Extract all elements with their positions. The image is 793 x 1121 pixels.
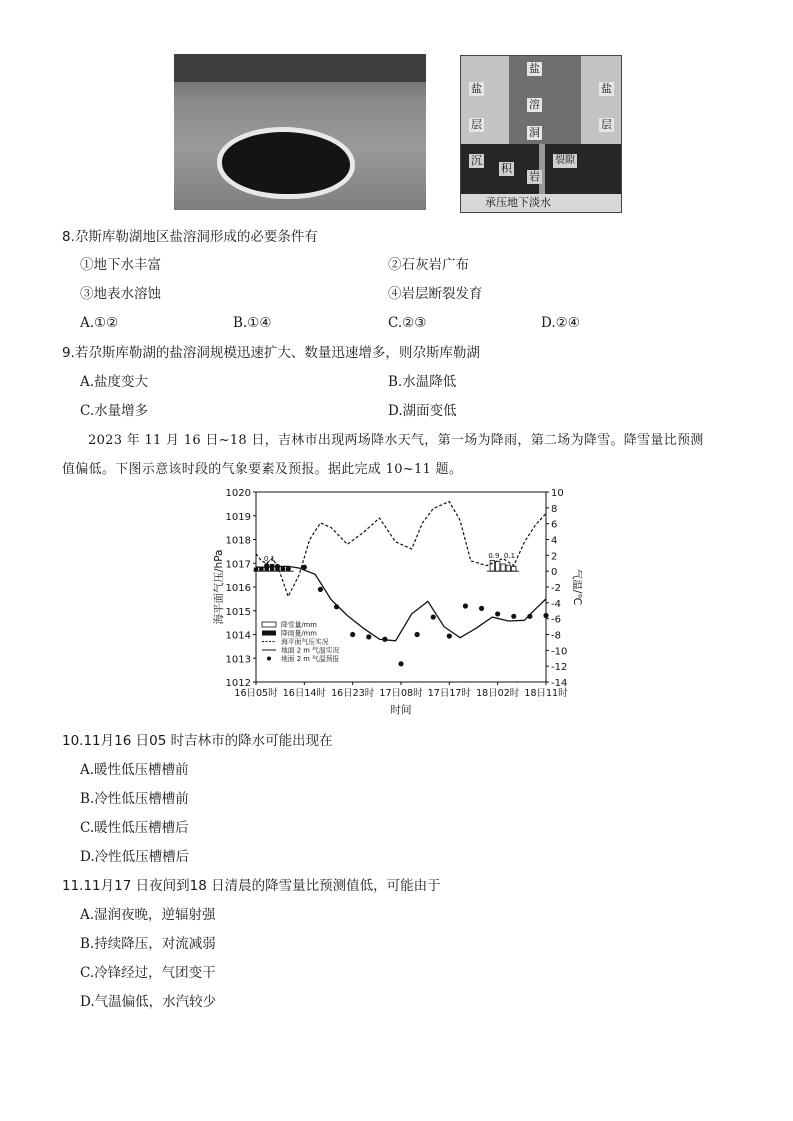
right-tick-label: 4 — [551, 535, 558, 547]
x-tick-label: 16日05时 — [234, 688, 278, 699]
q9-option-d: D.湖面变低 — [388, 403, 457, 419]
right-tick-label: -10 — [551, 646, 568, 658]
salt-cave-lake — [222, 132, 350, 194]
q10-stem: 10.11月16 日05 时吉林市的降水可能出现在 — [62, 733, 333, 749]
label-salt-right-1: 盐 — [601, 82, 612, 95]
snowfall-label: 0.1 — [503, 552, 516, 561]
label-salt-left-2: 层 — [471, 118, 482, 131]
q8-item-1: ①地下水丰富 — [80, 257, 161, 273]
left-tick-label: 1014 — [225, 630, 251, 642]
q10-option-c: C.暖性低压槽槽后 — [80, 820, 189, 836]
right-tick-label: 0 — [551, 567, 558, 579]
temp-forecast-point — [398, 661, 403, 666]
temp-forecast-point — [495, 611, 500, 616]
label-sed-1: 沉 — [471, 154, 482, 167]
snowfall-bar — [501, 564, 505, 571]
right-tick-label: -2 — [551, 583, 561, 594]
legend-label: 降雨量/mm — [281, 629, 317, 638]
salt-cave-diagram — [460, 55, 622, 213]
q8-option-a: A.①② — [80, 315, 119, 331]
right-tick-label: 10 — [551, 488, 564, 499]
q9-option-c: C.水量增多 — [80, 403, 149, 419]
left-tick-label: 1012 — [225, 678, 251, 689]
salt-cave — [509, 56, 581, 144]
left-tick-label: 1017 — [225, 559, 251, 571]
q11-option-c: C.冷锋经过，气团变干 — [80, 965, 216, 981]
temp-forecast-point — [511, 614, 516, 619]
q9-option-a: A.盐度变大 — [80, 374, 149, 390]
temp-forecast-point — [350, 632, 355, 637]
right-tick-label: -6 — [551, 614, 561, 626]
q8-item-2: ②石灰岩广布 — [388, 257, 469, 273]
snowfall-bar — [490, 560, 494, 571]
weather-chart-svg — [210, 482, 582, 720]
x-tick-label: 16日23时 — [331, 688, 375, 699]
right-axis-title: 气温/℃ — [571, 568, 582, 606]
right-tick-label: -8 — [551, 630, 561, 642]
temp-forecast-point — [431, 614, 436, 619]
x-axis-title: 时间 — [390, 704, 412, 716]
intro-line-2: 值偏低。下图示意该时段的气象要素及预报。据此完成 10~11 题。 — [62, 462, 463, 477]
q10-option-d: D.冷性低压槽槽后 — [80, 849, 190, 865]
label-cave-3: 洞 — [529, 126, 540, 139]
q8-option-b: B.①④ — [233, 315, 272, 331]
snowfall-label: 0.9 — [488, 552, 500, 561]
q8-stem: 8.尕斯库勒湖地区盐溶洞形成的必要条件有 — [62, 229, 318, 245]
legend-label: 地面 2 m 气温预报 — [281, 655, 340, 663]
weather-chart — [210, 482, 582, 720]
q8-item-4: ④岩层断裂发育 — [388, 286, 483, 302]
temp-forecast-point — [543, 613, 548, 618]
legend-snow-swatch — [262, 622, 276, 627]
label-sed-2: 积 — [501, 162, 512, 175]
temp-forecast-point — [334, 604, 339, 609]
temp-forecast-point — [447, 633, 452, 638]
label-cave-1: 盐 — [529, 62, 540, 75]
q9-stem: 9.若尕斯库勒湖的盐溶洞规模迅速扩大、数量迅速增多，则尕斯库勒湖 — [62, 345, 480, 361]
temp-forecast-point — [264, 563, 269, 568]
right-tick-label: 2 — [551, 551, 558, 563]
legend-label: 海平面气压实况 — [281, 638, 329, 646]
left-tick-label: 1020 — [225, 488, 251, 499]
fracture — [539, 144, 545, 194]
intro-line-1: 2023 年 11 月 16 日~18 日，吉林市出现两场降水天气，第一场为降雨，第二场为降雪。降雪量比预测 — [88, 433, 704, 448]
q10-option-b: B.冷性低压槽槽前 — [80, 791, 189, 807]
left-tick-label: 1015 — [225, 606, 251, 618]
x-tick-label: 18日02时 — [476, 688, 520, 699]
temp-forecast-point — [366, 634, 371, 639]
q8-option-d: D.②④ — [541, 315, 580, 331]
label-cave-2: 溶 — [529, 98, 540, 111]
rainfall-bar — [254, 568, 258, 572]
temp-forecast-point — [463, 603, 468, 608]
legend-label: 地面 2 m 气温实况 — [281, 646, 340, 655]
legend-label: 降雪量/mm — [281, 621, 317, 629]
label-crack: 裂隙 — [555, 155, 575, 166]
left-tick-label: 1016 — [225, 583, 251, 594]
salt-cave-photo — [174, 54, 426, 210]
temp-forecast-point — [415, 632, 420, 637]
q11-option-a: A.湿润夜晚，逆辐射强 — [80, 907, 216, 923]
legend-rain-swatch — [262, 631, 276, 636]
rainfall-bar — [270, 564, 274, 571]
x-tick-label: 18日11时 — [524, 688, 568, 699]
temp-forecast-point — [382, 637, 387, 642]
left-tick-label: 1019 — [225, 511, 251, 523]
photo-background — [174, 54, 426, 82]
temp-forecast-point — [286, 566, 291, 571]
rainfall-bar — [259, 568, 263, 572]
label-groundwater: 承压地下淡水 — [485, 196, 551, 209]
label-sed-3: 岩 — [529, 170, 540, 183]
right-tick-label: -14 — [551, 678, 568, 689]
q9-option-b: B.水温降低 — [388, 374, 457, 390]
left-axis-title: 海平面气压/hPa — [213, 549, 225, 625]
temp-forecast-point — [302, 565, 307, 570]
label-salt-left-1: 盐 — [471, 82, 482, 95]
right-tick-label: -4 — [551, 598, 561, 610]
snowfall-bar — [495, 562, 499, 572]
q8-item-3: ③地表水溶蚀 — [80, 286, 161, 302]
pressure-actual-line — [256, 502, 546, 597]
right-tick-label: -12 — [551, 662, 568, 674]
rainfall-label: 0.1 — [263, 555, 275, 564]
temp-forecast-point — [527, 614, 532, 619]
x-tick-label: 17日17时 — [427, 688, 471, 699]
q11-stem: 11.11月17 日夜间到18 日清晨的降雪量比预测值低，可能由于 — [62, 878, 441, 894]
x-tick-label: 17日08时 — [379, 688, 423, 699]
snowfall-bar — [506, 565, 510, 571]
q8-option-c: C.②③ — [388, 315, 427, 331]
q10-option-a: A.暖性低压槽槽前 — [80, 762, 189, 778]
left-tick-label: 1013 — [225, 654, 251, 666]
right-tick-label: 8 — [551, 503, 558, 515]
temp-forecast-point — [275, 564, 280, 569]
legend-forecast-swatch — [267, 657, 271, 661]
snowfall-bar — [512, 566, 516, 571]
left-tick-label: 1018 — [225, 535, 251, 547]
x-tick-label: 16日14时 — [282, 688, 326, 699]
rainfall-bar — [281, 566, 285, 571]
right-tick-label: 6 — [551, 519, 558, 531]
q11-option-d: D.气温偏低，水汽较少 — [80, 994, 217, 1010]
temp-forecast-point — [479, 606, 484, 611]
label-salt-right-2: 层 — [601, 118, 612, 131]
temp-forecast-point — [318, 587, 323, 592]
q11-option-b: B.持续降压，对流减弱 — [80, 936, 216, 952]
